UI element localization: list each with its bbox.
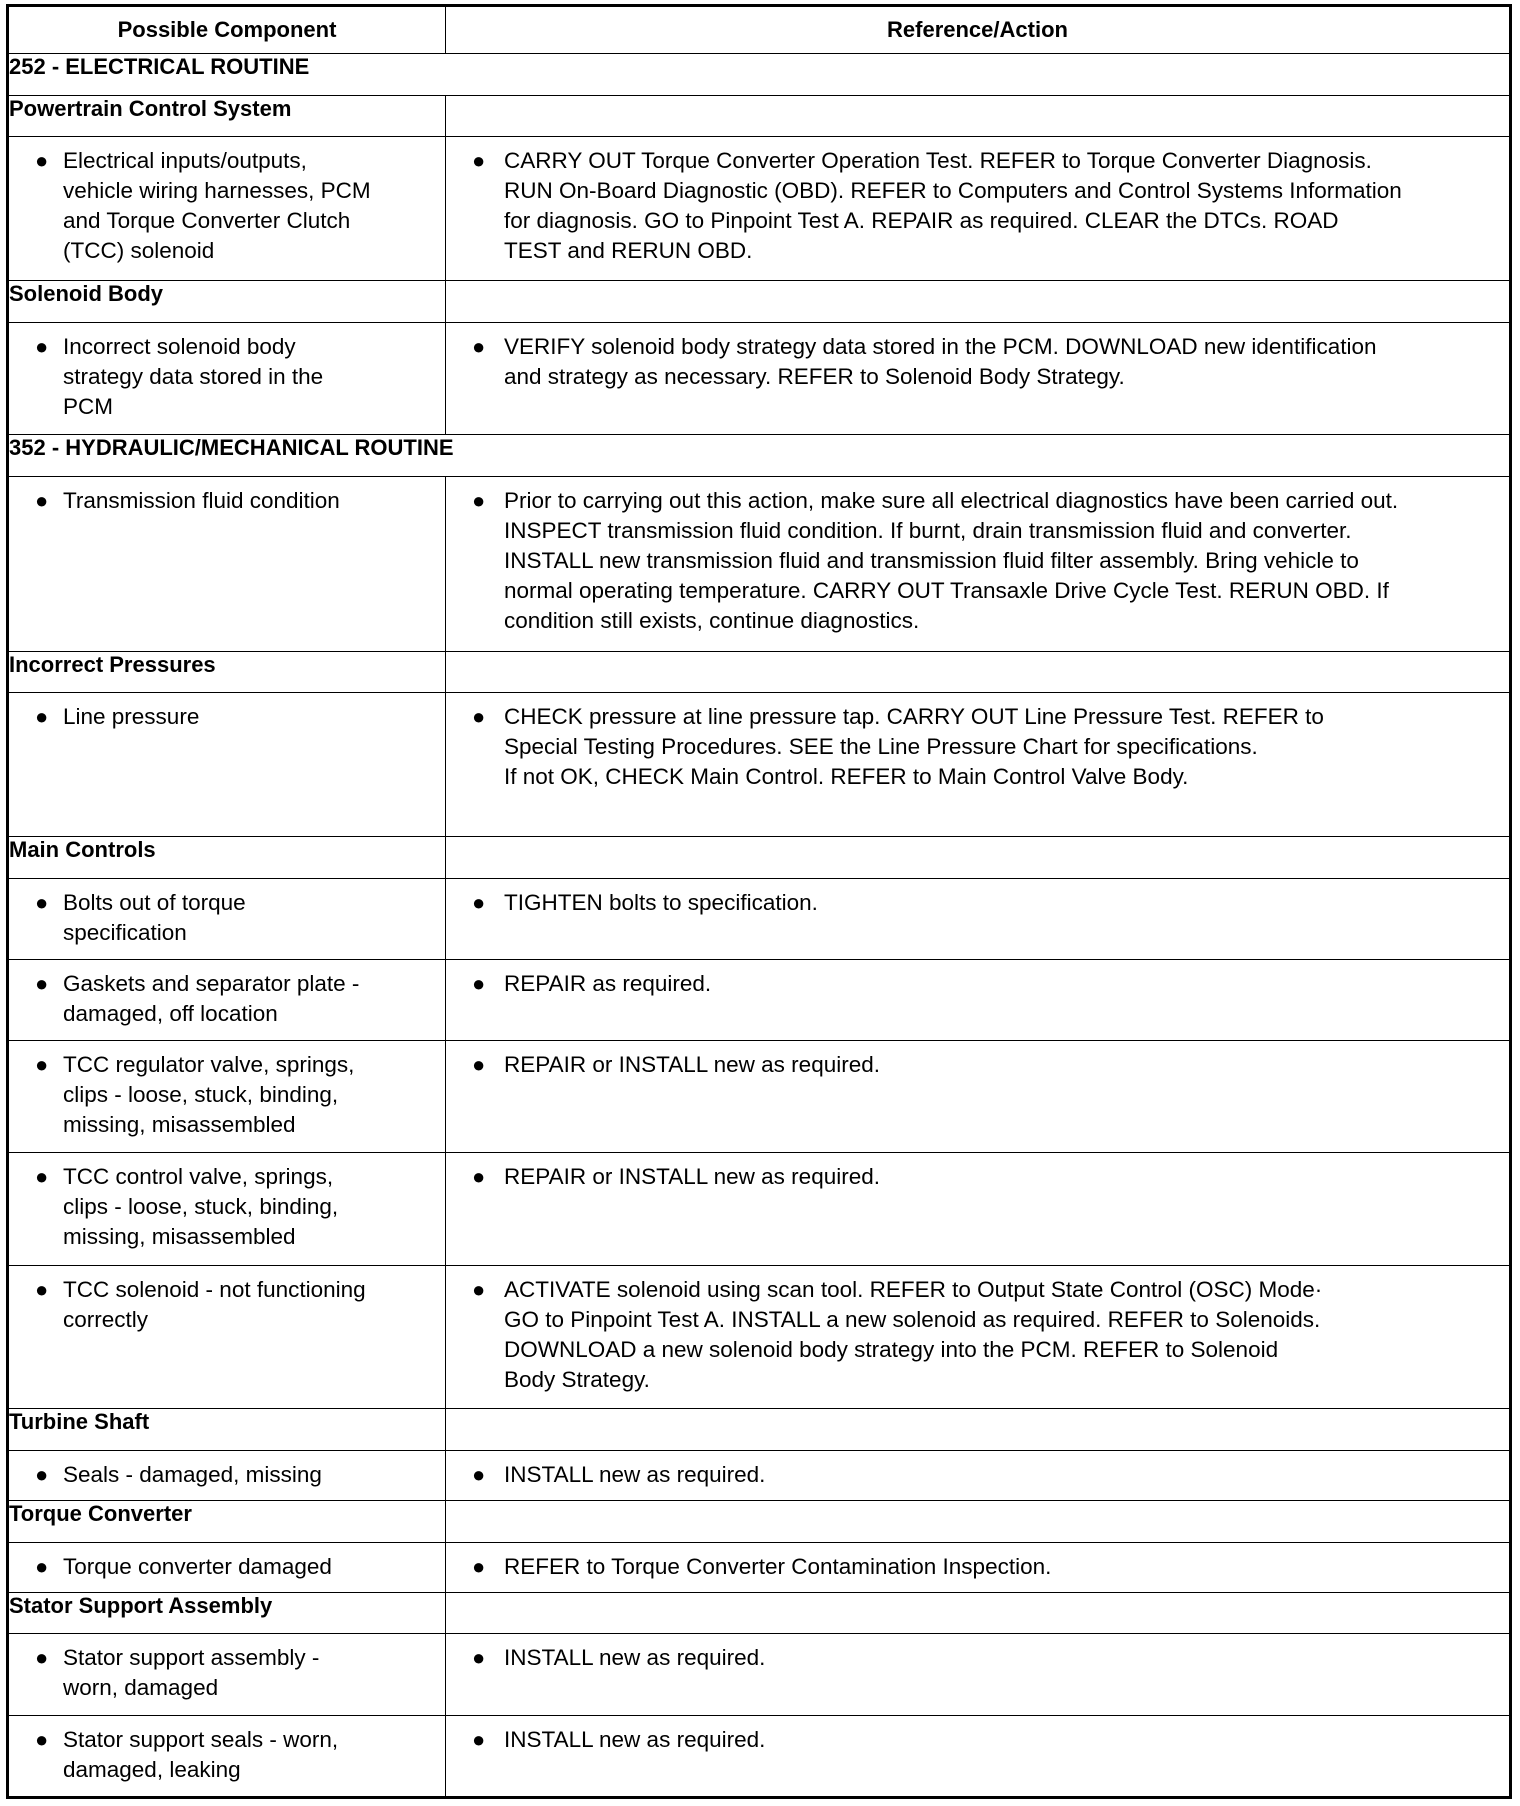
component-text: Incorrect solenoid body [63,333,296,359]
component-cell [8,1634,446,1715]
bullet-icon: ● [472,970,486,996]
component-text: damaged, off location [63,1000,278,1026]
bullet-icon: ● [35,333,49,359]
group-row [8,836,1511,878]
component-cell [8,1040,446,1152]
diagnosis-table [6,4,1512,1799]
bullet-icon: ● [472,333,486,359]
group-row [8,95,1511,137]
action-cell [446,1542,1511,1592]
bullet-icon: ● [35,1051,49,1077]
group-title: Powertrain Control System [8,95,446,137]
table-row [8,1153,1511,1265]
bullet-icon: ● [472,1553,486,1579]
component-text: and Torque Converter Clutch [63,208,351,234]
component-text: Bolts out of torque [63,889,246,915]
group-row [8,1592,1511,1634]
action-text: and strategy as necessary. REFER to Solenoid Body Strategy. [504,363,1125,389]
action-cell [446,1265,1511,1409]
action-text: CARRY OUT Torque Converter Operation Test. REFER to Torque Converter Diagnosis. [504,148,1372,174]
component-text: worn, damaged [63,1675,219,1701]
section-row [8,435,1511,477]
bullet-icon: ● [35,148,49,174]
bullet-icon: ● [472,1164,486,1190]
table-row [8,476,1511,651]
group-row [8,280,1511,322]
action-text: INSTALL new transmission fluid and transmission fluid filter assembly. Bring vehicle to [504,547,1359,573]
table-row [8,1634,1511,1715]
bullet-icon: ● [472,1276,486,1302]
action-text: INSTALL new as required. [504,1645,766,1671]
header-reference-action: Reference/Action [446,6,1511,54]
table-row [8,1715,1511,1797]
bullet-icon: ● [35,1164,49,1190]
action-text: TIGHTEN bolts to specification. [504,889,818,915]
bullet-icon: ● [472,1726,486,1752]
component-text: Stator support assembly - [63,1645,320,1671]
table-row [8,1451,1511,1501]
component-text: clips - loose, stuck, binding, [63,1194,339,1220]
header-row [8,6,1511,54]
action-cell [446,1451,1511,1501]
action-text: for diagnosis. GO to Pinpoint Test A. REPAIR as required. CLEAR the DTCs. ROAD [504,208,1339,234]
action-text: REFER to Torque Converter Contamination Inspection. [504,1553,1052,1579]
component-cell [8,1715,446,1797]
component-cell [8,322,446,434]
component-text: Seals - damaged, missing [63,1462,322,1488]
action-text: GO to Pinpoint Test A. INSTALL a new solenoid as required. REFER to Solenoids. [504,1306,1321,1332]
action-text: ACTIVATE solenoid using scan tool. REFER to Output State Control (OSC) Mode· [504,1276,1323,1302]
action-text: CHECK pressure at line pressure tap. CARRY OUT Line Pressure Test. REFER to [504,704,1324,730]
action-cell [446,1153,1511,1265]
action-cell [446,878,1511,959]
table-row [8,1265,1511,1409]
bullet-icon: ● [35,704,49,730]
table-row [8,1542,1511,1592]
component-text: Transmission fluid condition [63,487,340,513]
component-text: damaged, leaking [63,1756,241,1782]
action-cell [446,137,1511,281]
table-row [8,959,1511,1040]
bullet-icon: ● [35,1276,49,1302]
component-text: TCC solenoid - not functioning [63,1276,366,1302]
action-cell [446,1040,1511,1152]
bullet-icon: ● [35,1645,49,1671]
component-cell [8,959,446,1040]
action-text: normal operating temperature. CARRY OUT Transaxle Drive Cycle Test. RERUN OBD. If [504,577,1389,603]
component-cell [8,137,446,281]
group-title: Solenoid Body [8,280,446,322]
component-text: missing, misassembled [63,1224,296,1250]
action-text: If not OK, CHECK Main Control. REFER to Main Control Valve Body. [504,764,1189,790]
action-text: INSPECT transmission fluid condition. If burnt, drain transmission fluid and converter. [504,517,1352,543]
action-cell [446,693,1511,837]
action-text: INSTALL new as required. [504,1462,766,1488]
component-cell [8,1542,446,1592]
component-text: PCM [63,393,113,419]
bullet-icon: ● [35,487,49,513]
bullet-icon: ● [472,704,486,730]
bullet-icon: ● [35,1553,49,1579]
component-cell [8,476,446,651]
component-text: vehicle wiring harnesses, PCM [63,178,371,204]
action-text: condition still exists, continue diagnostics. [504,607,920,633]
action-cell [446,1715,1511,1797]
component-text: strategy data stored in the [63,363,324,389]
action-text: Body Strategy. [504,1366,650,1392]
action-cell [446,959,1511,1040]
component-text: (TCC) solenoid [63,238,215,264]
action-text: REPAIR or INSTALL new as required. [504,1051,880,1077]
action-text: INSTALL new as required. [504,1726,766,1752]
group-title: Main Controls [8,836,446,878]
bullet-icon: ● [472,1645,486,1671]
component-cell [8,1153,446,1265]
section-row [8,54,1511,96]
component-text: Electrical inputs/outputs, [63,148,307,174]
group-title: Torque Converter [8,1501,446,1543]
table-row [8,137,1511,281]
bullet-icon: ● [35,889,49,915]
group-title: Stator Support Assembly [8,1592,446,1634]
bullet-icon: ● [472,1462,486,1488]
bullet-icon: ● [472,487,486,513]
table-row [8,322,1511,434]
group-title: Turbine Shaft [8,1409,446,1451]
action-text: Special Testing Procedures. SEE the Line Pressure Chart for specifications. [504,734,1258,760]
component-cell [8,1265,446,1409]
section-title: 252 - ELECTRICAL ROUTINE [8,54,1511,96]
component-text: correctly [63,1306,149,1332]
action-text: DOWNLOAD a new solenoid body strategy into the PCM. REFER to Solenoid [504,1336,1279,1362]
action-text: Prior to carrying out this action, make sure all electrical diagnostics have been carried out. [504,487,1399,513]
component-text: missing, misassembled [63,1111,296,1137]
bullet-icon: ● [472,889,486,915]
bullet-icon: ● [472,1051,486,1077]
component-text: specification [63,919,187,945]
component-cell [8,693,446,837]
component-text: Stator support seals - worn, [63,1726,339,1752]
action-cell [446,322,1511,434]
component-cell [8,1451,446,1501]
bullet-icon: ● [35,1462,49,1488]
action-cell [446,1634,1511,1715]
group-row [8,1501,1511,1543]
table-row [8,1040,1511,1152]
action-text: VERIFY solenoid body strategy data stored in the PCM. DOWNLOAD new identification [504,333,1377,359]
action-text: REPAIR as required. [504,970,712,996]
component-cell [8,878,446,959]
bullet-icon: ● [35,1726,49,1752]
component-text: Torque converter damaged [63,1553,332,1579]
group-row [8,1409,1511,1451]
header-possible-component: Possible Component [8,6,446,54]
component-text: Line pressure [63,704,200,730]
bullet-icon: ● [472,148,486,174]
action-cell [446,476,1511,651]
component-text: clips - loose, stuck, binding, [63,1081,339,1107]
component-text: TCC control valve, springs, [63,1164,334,1190]
component-text: TCC regulator valve, springs, [63,1051,355,1077]
action-text: TEST and RERUN OBD. [504,238,753,264]
bullet-icon: ● [35,970,49,996]
table-row [8,693,1511,837]
group-row [8,651,1511,693]
component-text: Gaskets and separator plate - [63,970,360,996]
action-text: REPAIR or INSTALL new as required. [504,1164,880,1190]
section-title: 352 - HYDRAULIC/MECHANICAL ROUTINE [8,435,1511,477]
table-row [8,878,1511,959]
group-title: Incorrect Pressures [8,651,446,693]
action-text: RUN On-Board Diagnostic (OBD). REFER to Computers and Control Systems Information [504,178,1402,204]
